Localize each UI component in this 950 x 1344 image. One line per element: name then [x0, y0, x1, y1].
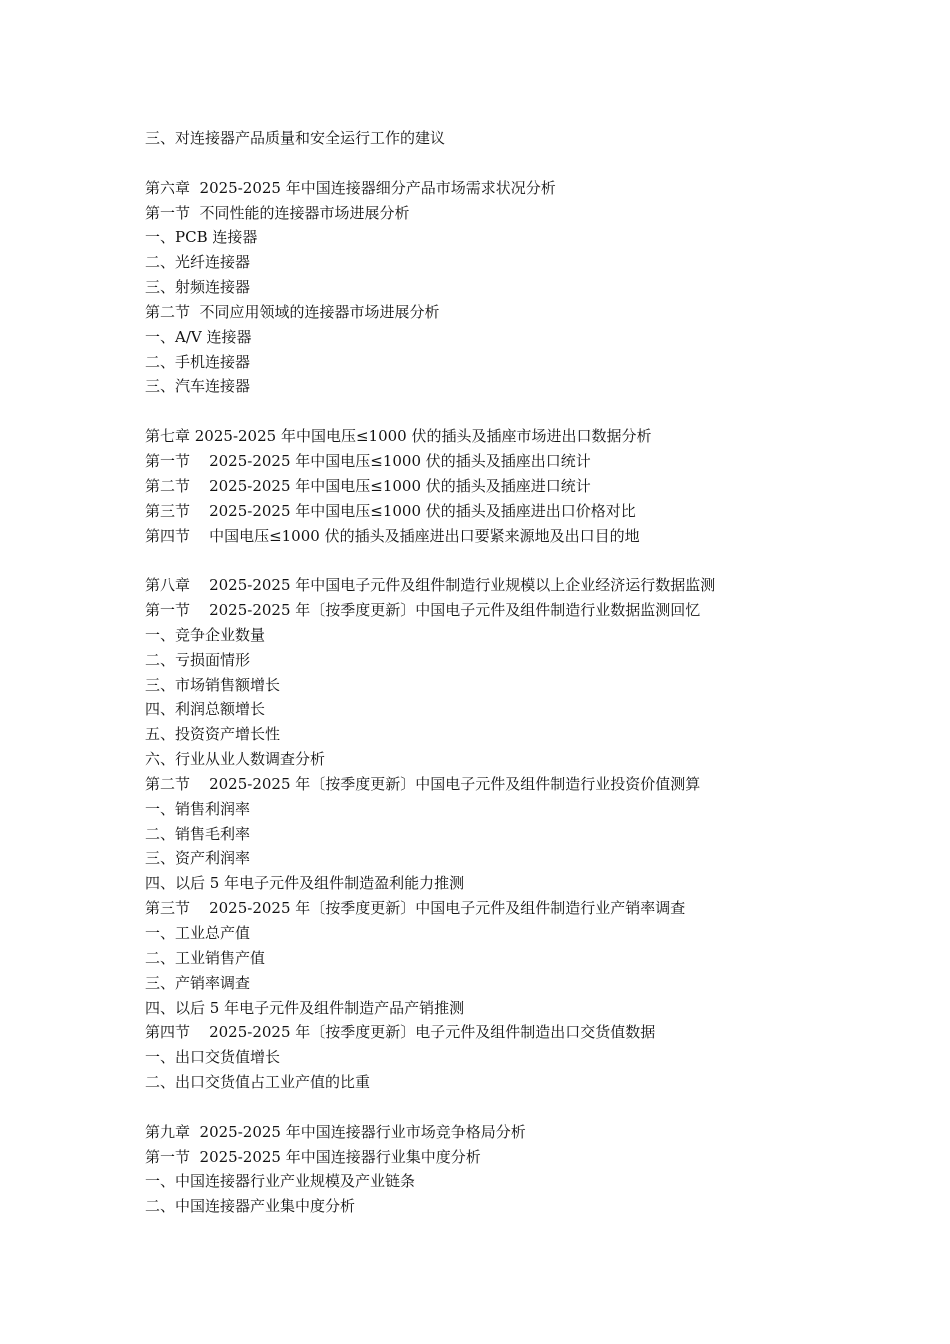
toc-item: 五、投资资产增长性: [145, 725, 281, 744]
chapter-heading: 第九章 2025-2025 年中国连接器行业市场竞争格局分析: [145, 1122, 526, 1141]
section-heading: 第一节 2025-2025 年中国电压≤1000 伏的插头及插座出口统计: [145, 451, 591, 470]
toc-item: 二、亏损面情形: [145, 650, 251, 669]
toc-item: 四、以后 5 年电子元件及组件制造盈利能力推测: [145, 874, 465, 893]
toc-item: 六、行业从业人数调查分析: [145, 750, 326, 769]
toc-item: 二、出口交货值占工业产值的比重: [145, 1073, 371, 1092]
toc-item: 二、中国连接器产业集中度分析: [145, 1197, 356, 1216]
toc-item: 四、利润总额增长: [145, 700, 266, 719]
blank-line: [145, 1095, 845, 1120]
section-heading: 第二节 2025-2025 年中国电压≤1000 伏的插头及插座进口统计: [145, 476, 591, 495]
toc-item: 一、销售利润率: [145, 799, 251, 818]
toc-item: 二、光纤连接器: [145, 253, 251, 272]
toc-item: 三、射频连接器: [145, 278, 251, 297]
toc-item: 三、汽车连接器: [145, 377, 251, 396]
toc-item: 一、竞争企业数量: [145, 625, 266, 644]
toc-item: 一、工业总产值: [145, 924, 251, 942]
table-of-contents: [145, 126, 845, 1219]
toc-item: 二、工业销售产值: [145, 948, 266, 967]
toc-item: 四、以后 5 年电子元件及组件制造产品产销推测: [145, 998, 465, 1017]
blank-line: [145, 548, 845, 573]
toc-item: 三、资产利润率: [145, 849, 251, 868]
section-heading: 第一节 2025-2025 年〔按季度更新〕中国电子元件及组件制造行业数据监测回忆: [145, 601, 701, 620]
toc-item: 一、出口交货值增长: [145, 1048, 281, 1067]
section-heading: 第四节 中国电压≤1000 伏的插头及插座进出口要紧来源地及出口目的地: [145, 526, 640, 545]
section-heading: 第三节 2025-2025 年〔按季度更新〕中国电子元件及组件制造行业产销率调查: [145, 899, 686, 918]
toc-item: 一、PCB 连接器: [145, 228, 258, 247]
toc-item: 一、A/V 连接器: [145, 327, 252, 346]
chapter-heading: 第六章 2025-2025 年中国连接器细分产品市场需求状况分析: [145, 178, 556, 197]
toc-item: 一、中国连接器行业产业规模及产业链条: [145, 1172, 416, 1191]
section-heading: 第四节 2025-2025 年〔按季度更新〕电子元件及组件制造出口交货值数据: [145, 1023, 656, 1042]
toc-item: 三、市场销售额增长: [145, 675, 281, 694]
chapter-heading: 第七章 2025-2025 年中国电压≤1000 伏的插头及插座市场进出口数据分析: [145, 427, 652, 446]
section-heading: 第三节 2025-2025 年中国电压≤1000 伏的插头及插座进出口价格对比: [145, 501, 636, 520]
section-heading: 第一节 2025-2025 年中国连接器行业集中度分析: [145, 1147, 481, 1166]
blank-line: [145, 399, 845, 424]
section-heading: 第二节 2025-2025 年〔按季度更新〕中国电子元件及组件制造行业投资价值测算: [145, 774, 701, 793]
toc-item: 二、手机连接器: [145, 352, 251, 371]
section-heading: 第一节 不同性能的连接器市场进展分析: [145, 203, 410, 222]
blank-line: [145, 151, 845, 176]
section-heading: 第二节 不同应用领域的连接器市场进展分析: [145, 302, 440, 321]
chapter-heading: 第八章 2025-2025 年中国电子元件及组件制造行业规模以上企业经济运行数据监测: [145, 576, 716, 595]
toc-item: 三、产销率调查: [145, 973, 251, 992]
toc-item: 二、销售毛利率: [145, 824, 251, 843]
toc-item: 三、对连接器产品质量和安全运行工作的建议: [145, 129, 446, 147]
